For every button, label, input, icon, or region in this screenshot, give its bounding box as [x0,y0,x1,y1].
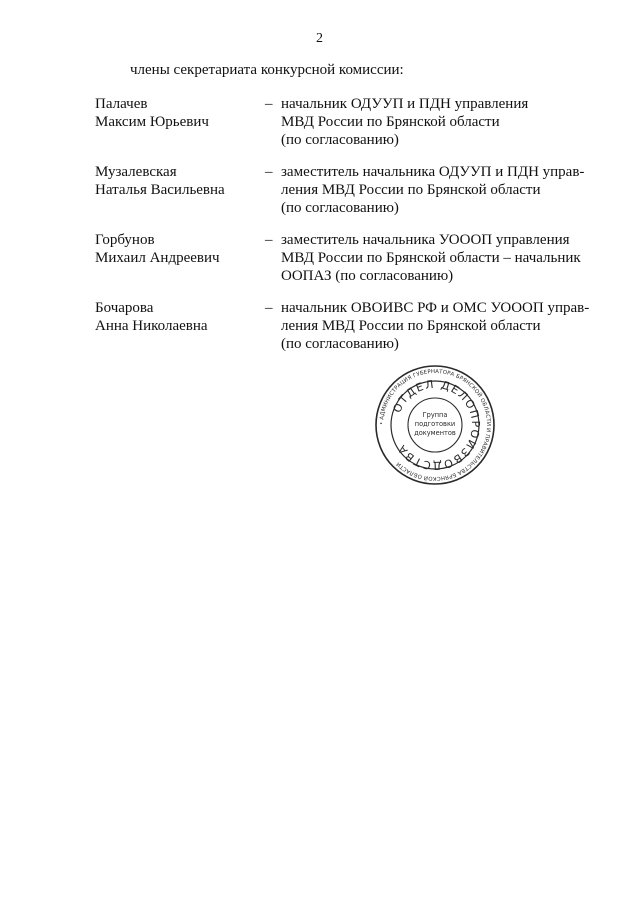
position-line: МВД России по Брянской области [281,114,500,130]
member-surname: Музалевская [95,164,177,180]
member-given-name: Михаил Андреевич [95,250,220,266]
page-number: 2 [316,31,323,46]
member-dash: – [265,96,273,112]
member-name [95,231,255,267]
stamp-center-line: документов [414,429,456,437]
member-surname: Бочарова [95,300,154,316]
member-given-name: Наталья Васильевна [95,182,225,198]
position-line: ления МВД России по Брянской области [281,182,541,198]
member-entry [95,95,610,149]
member-surname: Палачев [95,96,148,112]
stamp-center-line: Группа [422,411,448,419]
stamp-center-line: подготовки [414,420,456,428]
stamp-inner-text: ОТДЕЛ ДЕЛОПРОИЗВОДСТВА [390,377,483,473]
position-line: (по согласованию) [281,200,399,216]
position-line: ООПАЗ (по согласованию) [281,268,454,284]
member-position [281,231,601,285]
member-given-name: Максим Юрьевич [95,114,209,130]
member-name [95,95,255,131]
position-line: заместитель начальника УОООП управления [281,232,570,248]
position-line: начальник ОВОИВС РФ и ОМС УОООП управ- [281,300,590,316]
section-heading: члены секретариата конкурсной комиссии: [130,62,404,78]
stamp-outer-text: • АДМИНИСТРАЦИЯ ГУБЕРНАТОРА БРЯНСКОЙ ОБЛАСТИ И ПРАВИТЕЛЬСТВА БРЯНСКОЙ ОБЛАСТИ [378,368,492,482]
member-dash: – [265,232,273,248]
position-line: ления МВД России по Брянской области [281,318,541,334]
member-dash: – [265,300,273,316]
position-line: МВД России по Брянской области – начальник [281,250,581,266]
position-line: начальник ОДУУП и ПДН управления [281,96,529,112]
member-dash: – [265,164,273,180]
member-entry [95,299,610,353]
office-stamp [374,364,496,486]
member-entry [95,163,610,217]
member-entry [95,231,610,285]
position-line: (по согласованию) [281,336,399,352]
member-position [281,95,601,149]
member-position [281,163,601,217]
member-given-name: Анна Николаевна [95,318,208,334]
position-line: заместитель начальника ОДУУП и ПДН управ- [281,164,585,180]
position-line: (по согласованию) [281,132,399,148]
member-surname: Горбунов [95,232,155,248]
member-name [95,299,255,335]
stamp-icon [374,364,496,486]
members-list [95,95,610,367]
member-name [95,163,255,199]
member-position [281,299,601,353]
